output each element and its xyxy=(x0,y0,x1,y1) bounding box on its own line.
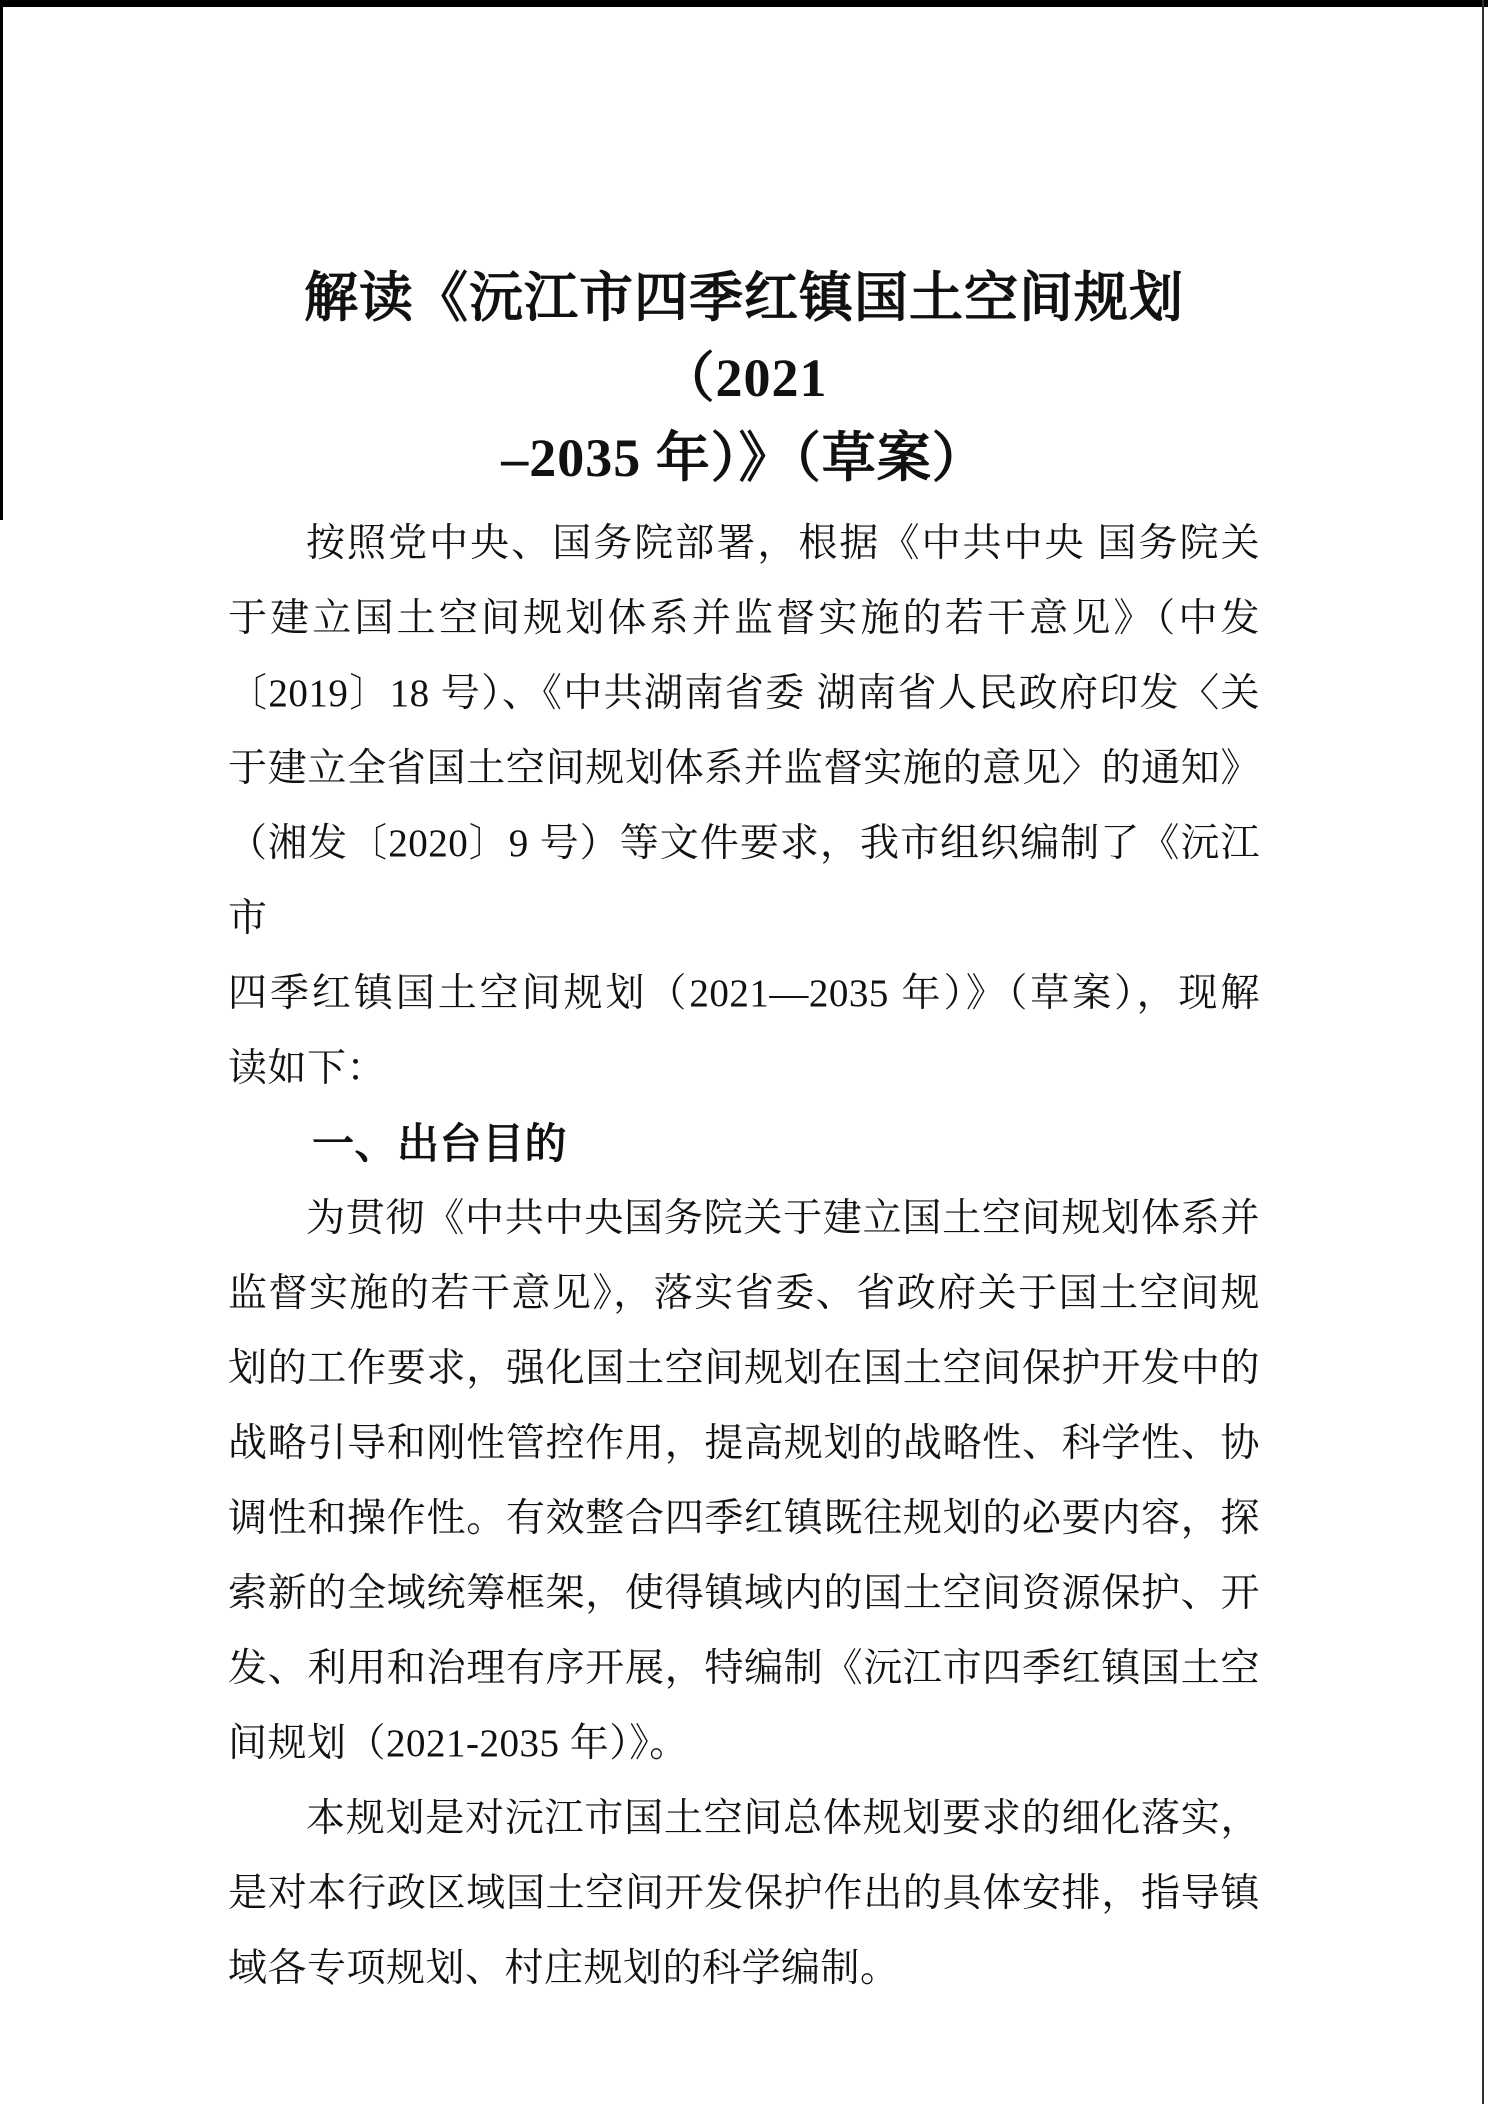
title-line-1: 解读《沅江市四季红镇国土空间规划（2021 xyxy=(304,268,1184,408)
body-line: 索新的全域统筹框架，使得镇域内的国土空间资源保护、开 xyxy=(228,1572,1260,1615)
body-line: 为贯彻《中共中央国务院关于建立国土空间规划体系并 xyxy=(306,1197,1260,1240)
scan-top-edge xyxy=(0,0,1488,7)
body-line: 四季红镇国土空间规划（2021—2035 年）》（草案），现解 xyxy=(228,972,1260,1015)
body-line: 读如下： xyxy=(228,1047,387,1090)
body-line: 是对本行政区域国土空间开发保护作出的具体安排，指导镇 xyxy=(228,1872,1260,1915)
body-line: 监督实施的若干意见》，落实省委、省政府关于国土空间规 xyxy=(228,1272,1260,1315)
scan-left-edge xyxy=(0,0,3,520)
body-line: 划的工作要求，强化国土空间规划在国土空间保护开发中的 xyxy=(228,1347,1260,1390)
body-line: 间规划（2021-2035 年）》。 xyxy=(228,1722,689,1765)
document-title xyxy=(228,258,1260,498)
body-line: 本规划是对沅江市国土空间总体规划要求的细化落实， xyxy=(306,1797,1260,1840)
body-line: 〔2019〕18 号）、《中共湖南省委 湖南省人民政府印发〈关 xyxy=(228,672,1260,715)
title-line-2: –2035 年）》（草案） xyxy=(501,428,987,488)
body-line: 调性和操作性。有效整合四季红镇既往规划的必要内容，探 xyxy=(228,1497,1260,1540)
body-line: 于建立国土空间规划体系并监督实施的若干意见》（中发 xyxy=(228,597,1260,640)
scan-right-edge xyxy=(1482,0,1484,2104)
body-line: 发、利用和治理有序开展，特编制《沅江市四季红镇国土空 xyxy=(228,1647,1260,1690)
body-line: 域各专项规划、村庄规划的科学编制。 xyxy=(228,1947,900,1990)
body-line: （湘发〔2020〕9 号）等文件要求，我市组织编制了《沅江市 xyxy=(228,822,1260,940)
body-line: 于建立全省国土空间规划体系并监督实施的意见〉的通知》 xyxy=(228,747,1260,790)
document-body xyxy=(228,506,1260,2006)
section-heading: 一、出台目的 xyxy=(312,1120,568,1167)
body-line: 战略引导和刚性管控作用，提高规划的战略性、科学性、协 xyxy=(228,1422,1260,1465)
body-line: 按照党中央、国务院部署，根据《中共中央 国务院关 xyxy=(306,522,1260,565)
